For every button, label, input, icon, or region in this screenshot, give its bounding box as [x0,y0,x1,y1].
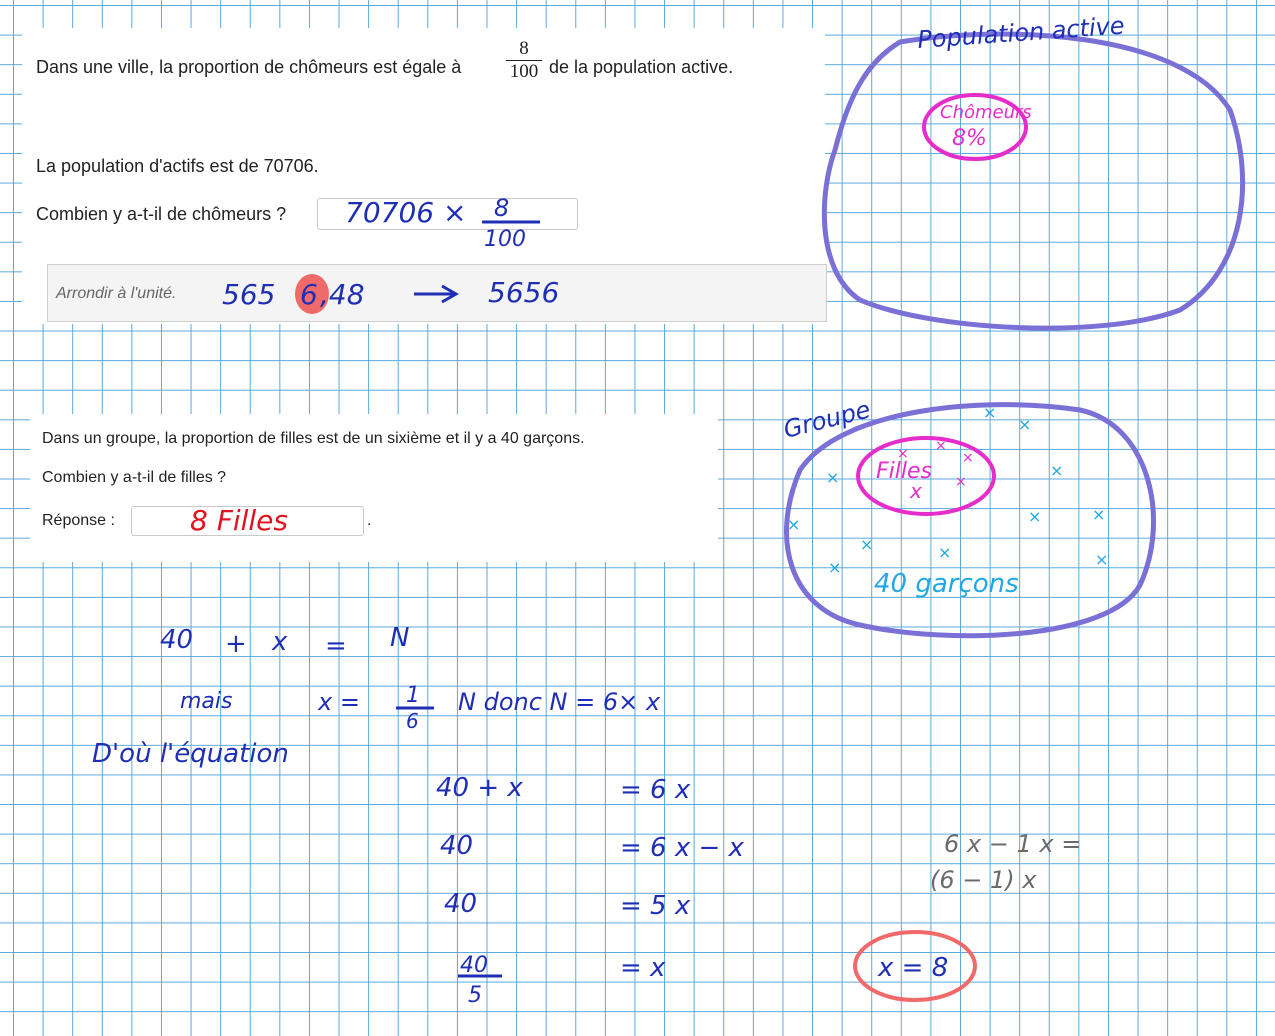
svg-text:40: 40 [440,831,474,861]
answer-label: Réponse : [42,512,115,529]
answer-suffix: . [367,512,372,529]
last-right: = x [620,953,666,983]
eq2-denominator: 6 [406,709,419,733]
svg-text:×: × [1095,550,1109,569]
calc-expression: 70706 × [345,196,467,229]
svg-text:40: 40 [444,889,478,919]
arrow-icon [414,286,456,302]
svg-text:×: × [1018,415,1032,434]
mais-word: mais [180,689,233,714]
eq2-x-equals: x = [318,688,360,716]
eq2-rest: N donc N = 6× x [458,688,661,716]
svg-text:×: × [787,515,801,534]
filles-x: x [910,479,922,503]
actifs-count-line: La population d'actifs est de 70706. [36,156,319,176]
svg-text:=: = [325,631,347,661]
filles-question: Combien y a-t-il de filles ? [42,469,227,486]
population-ellipse [824,34,1242,328]
chomeurs-question: Combien y a-t-il de chômeurs ? [36,204,287,224]
svg-text:×: × [1028,507,1042,526]
equation-steps [436,773,745,921]
garcons-label: 40 garçons [874,569,1019,599]
svg-text:×: × [826,468,840,487]
calc-denominator: 100 [484,227,526,252]
groupe-title: Groupe [780,395,874,444]
svg-text:N: N [390,623,410,653]
last-numerator: 40 [460,953,488,978]
svg-text:×: × [955,474,967,490]
svg-text:×: × [935,438,947,454]
raw-result-b: 6 [300,278,318,311]
factor-line-1: 6 x − 1 x = [944,830,1082,858]
svg-text:×: × [1050,461,1064,480]
exercise-1-statement-start: Dans une ville, la proportion de chômeurs est égale à [36,57,462,77]
exercise-2-statement: Dans un groupe, la proportion de filles est de un sixième et il y a 40 garçons. [42,430,585,447]
svg-text:40 + x: 40 + x [436,773,523,803]
final-answer: x = 8 [878,953,949,983]
last-denominator: 5 [468,983,482,1008]
svg-text:×: × [938,543,952,562]
svg-text:x: x [272,627,288,657]
fraction-numerator: 8 [519,38,529,59]
svg-text:×: × [1092,505,1106,524]
raw-result-c: ,48 [320,278,365,311]
rounded-result: 5656 [488,276,560,309]
fraction-denominator: 100 [509,61,539,82]
svg-text:×: × [962,450,974,466]
factor-line-2: (6 − 1) x [930,866,1037,894]
svg-text:40: 40 [160,625,194,655]
svg-text:+: + [225,629,247,659]
rounding-hint-text: Arrondir à l'unité. [56,285,177,302]
filles-label: Filles [876,459,932,484]
dou-equation-label: D'où l'équation [92,739,289,769]
svg-text:= 5 x: = 5 x [620,891,691,921]
eq2-numerator: 1 [406,683,420,708]
svg-text:×: × [860,535,874,554]
svg-text:= 6 x − x: = 6 x − x [620,833,744,863]
raw-result-a: 565 [222,278,276,311]
svg-text:×: × [897,446,909,462]
population-title: Population active [916,11,1126,54]
filles-answer-handwritten: 8 Filles [190,504,288,537]
svg-text:×: × [983,403,997,422]
chomeurs-percent: 8% [952,126,987,151]
calc-numerator: 8 [494,194,510,222]
equation-1 [160,623,409,661]
exercise-1-statement-end: de la population active. [549,57,734,77]
chomeurs-label: Chômeurs [940,102,1032,123]
svg-text:×: × [828,558,842,577]
svg-text:= 6 x: = 6 x [620,775,691,805]
